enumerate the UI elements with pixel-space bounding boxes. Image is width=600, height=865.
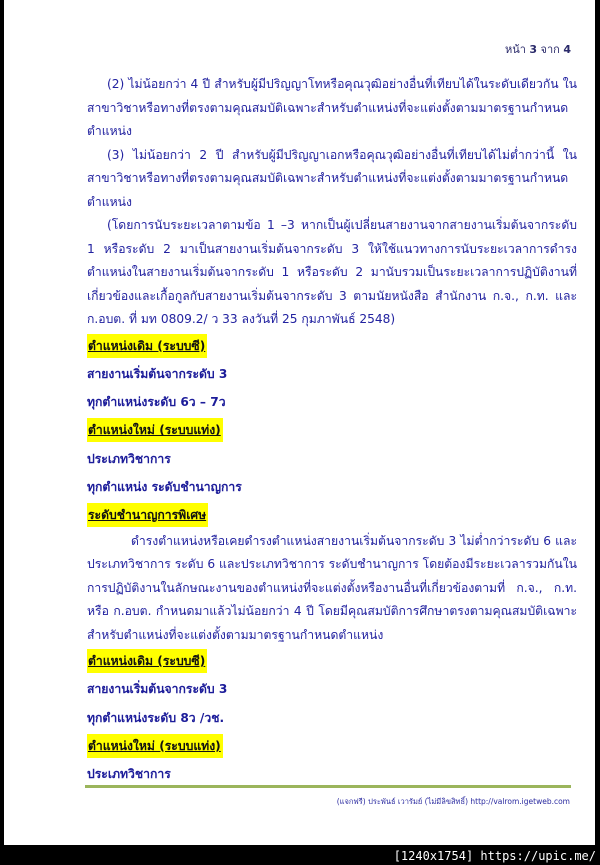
footer-credit: (แจกฟรี) ประพันธ์ เวารัมย์ (ไม่มีลิขสิทธิ์) http://valrom.igetweb.com bbox=[336, 797, 570, 806]
section2-new-line1: ประเภทวิชาการ bbox=[87, 767, 171, 782]
page-of-label: จาก bbox=[540, 43, 560, 56]
highlighted-heading: ระดับชำนาญการพิเศษ bbox=[87, 503, 208, 527]
page-label: หน้า bbox=[504, 43, 526, 56]
section2-old-heading bbox=[87, 647, 577, 675]
highlighted-heading: ตำแหน่งใหม่ (ระบบแท่ง) bbox=[87, 418, 223, 442]
page-total: 4 bbox=[563, 43, 571, 56]
section1-new-line1: ประเภทวิชาการ bbox=[87, 451, 171, 466]
highlighted-heading: ตำแหน่งเดิม (ระบบซี) bbox=[87, 334, 207, 358]
image-host-watermark: [1240x1754] https://upic.me/ bbox=[393, 849, 596, 863]
highlighted-heading: ตำแหน่งเดิม (ระบบซี) bbox=[87, 649, 207, 673]
section1-old-heading bbox=[87, 332, 577, 360]
section2-body: ดำรงตำแหน่งหรือเคยดำรงตำแหน่งสายงานเริ่มต้นจากระดับ 3 ไม่ต่ำกว่าระดับ 6 และประเภทวิชาการ ระดับ 6 และประเภทวิชาการ ระดับชำนาญการ โดยต้องมีระยะเวลารวมกันในการปฏิบัติงานในลักษณะงานของตำแหน่งที่จะแต่งตั้งหรืองานอื่นที่เกี่ยวข้องตามที่ ก.จ., ก.ท. หรือ ก.อบต. กำหนดมาแล้วไม่น้อยกว่า 4 ปี โดยมีคุณสมบัติการศึกษาตรงตามคุณสมบัติเฉพาะสำหรับตำแหน่งที่จะแต่งตั้งตามมาตรฐานกำหนดตำแหน่ง bbox=[87, 533, 577, 642]
section1-old-line2: ทุกตำแหน่งระดับ 6ว – 7ว bbox=[87, 395, 226, 410]
section1-old-line1: สายงานเริ่มต้นจากระดับ 3 bbox=[87, 366, 228, 381]
footer-divider bbox=[85, 785, 571, 788]
paragraph-note: (โดยการนับระยะเวลาตามข้อ 1 –3 หากเป็นผู้เปลี่ยนสายงานจากสายงานเริ่มต้นจากระดับ 1 หรือระดับ 2 มาเป็นสายงานเริ่มต้นจากระดับ 3 ให้ใช้แนวทางการนับระยะเวลาการดำรงตำแหน่งในสายงานเริ่มต้นจากระดับ 1 หรือระดับ 2 มานับรวมเป็นระยะเวลาการปฏิบัติงานที่เกี่ยวข้องและเกื้อกูลกับสายงานเริ่มต้นจากระดับ 3 ตามนัยหนังสือ สำนักงาน ก.จ., ก.ท. และ ก.อบต. ที่ มท 0809.2/ ว 33 ลงวันที่ 25 กุมภาพันธ์ 2548) bbox=[87, 218, 577, 326]
paragraph-criterion-3: (3) ไม่น้อยกว่า 2 ปี สำหรับผู้มีปริญญาเอกหรือคุณวุฒิอย่างอื่นที่เทียบได้ไม่ต่ำกว่านี้ ในสาขาวิชาหรือทางที่ตรงตามคุณสมบัติเฉพาะสำหรับตำแหน่งที่จะแต่งตั้งตามมาตรฐานกำหนดตำแหน่ง bbox=[87, 147, 577, 209]
page-current: 3 bbox=[529, 43, 538, 56]
section1-new-heading bbox=[87, 416, 577, 444]
section1-new-line2: ทุกตำแหน่ง ระดับชำนาญการ bbox=[87, 479, 242, 494]
section2-new-heading bbox=[87, 732, 577, 760]
page-number bbox=[505, 40, 571, 58]
document-page bbox=[4, 0, 595, 845]
section2-old-line1: สายงานเริ่มต้นจากระดับ 3 bbox=[87, 682, 228, 697]
section2-old-line2: ทุกตำแหน่งระดับ 8ว /วช. bbox=[87, 710, 225, 725]
paragraph-criterion-2: (2) ไม่น้อยกว่า 4 ปี สำหรับผู้มีปริญญาโทหรือคุณวุฒิอย่างอื่นที่เทียบได้ในระดับเดียวกัน ในสาขาวิชาหรือทางที่ตรงตามคุณสมบัติเฉพาะสำหรับตำแหน่งที่จะแต่งตั้งตามมาตรฐานกำหนดตำแหน่ง bbox=[87, 77, 577, 138]
document-body bbox=[87, 73, 577, 789]
highlighted-heading: ตำแหน่งใหม่ (ระบบแท่ง) bbox=[87, 734, 223, 758]
section2-heading bbox=[87, 501, 577, 529]
